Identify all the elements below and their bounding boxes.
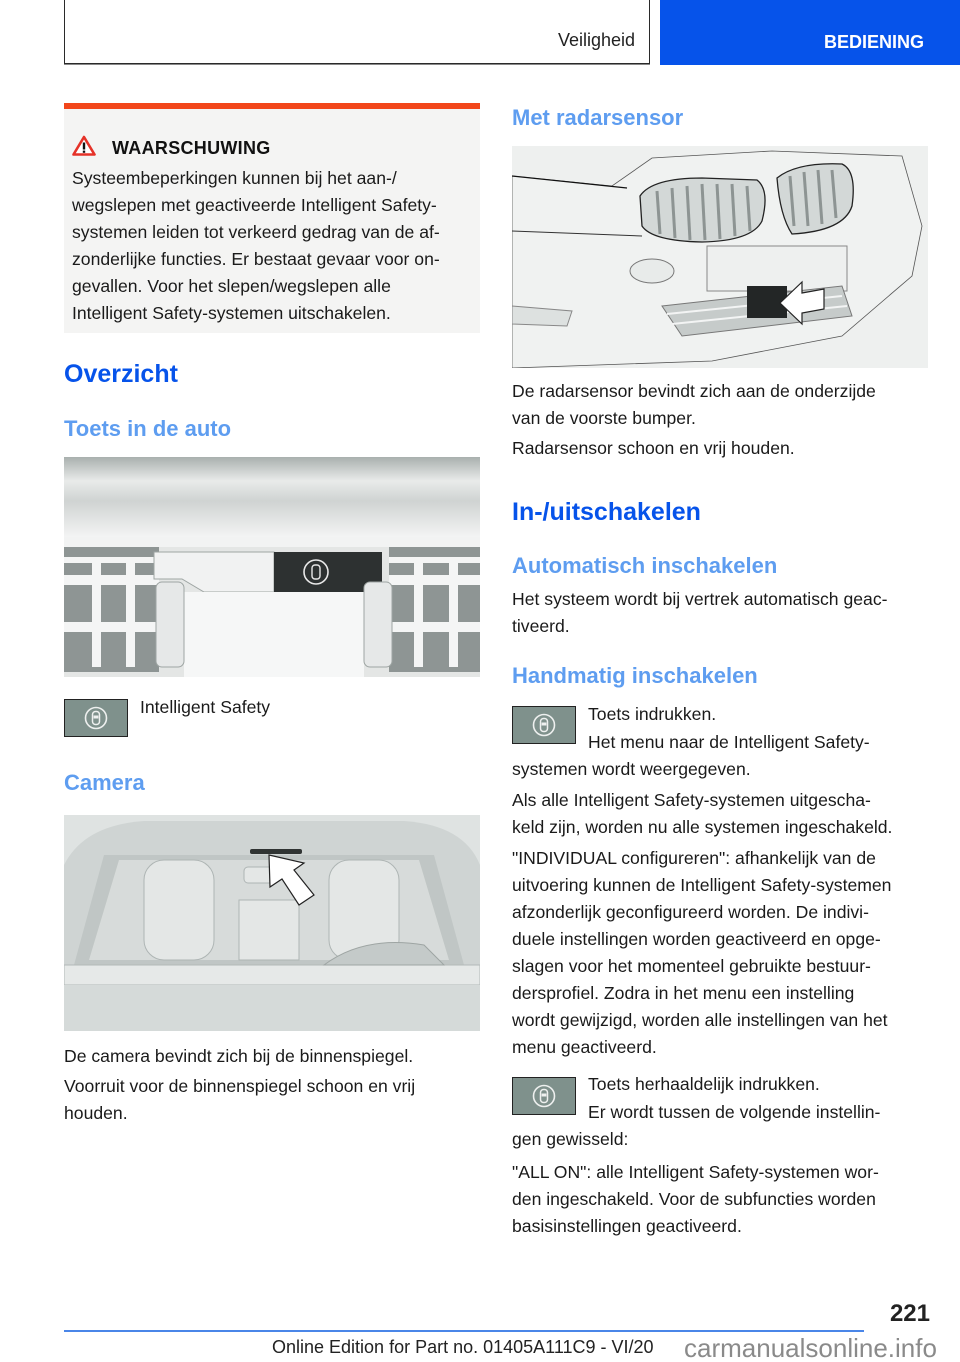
text-line: tiveerd. xyxy=(512,616,570,636)
warning-line: systemen leiden tot verkeerd gedrag van de af- xyxy=(72,222,440,242)
warning-title: WAARSCHUWING xyxy=(112,137,271,158)
text-line: dersprofiel. Zodra in het menu een instelling xyxy=(512,983,855,1003)
auto-activation-text xyxy=(512,586,928,640)
heading-camera: Camera xyxy=(64,770,145,795)
button-caption-text: Intelligent Safety xyxy=(140,697,271,717)
text-line: keld zijn, worden nu alle systemen ingeschakeld. xyxy=(512,817,893,837)
front-bumper-radar-illustration xyxy=(512,146,928,368)
section-title: Veiligheid xyxy=(557,30,635,50)
radar-location-text xyxy=(512,378,928,432)
warning-line: gevallen. Voor het slepen/wegslepen alle xyxy=(72,276,391,296)
text-line: De camera bevindt zich bij de binnenspiegel. xyxy=(64,1046,414,1066)
text-line: wordt gewijzigd, worden alle instellingen van het xyxy=(512,1010,888,1030)
text-line: "ALL ON": alle Intelligent Safety-systemen wor- xyxy=(512,1162,879,1182)
text-line: "INDIVIDUAL configureren": afhankelijk van de xyxy=(512,848,876,868)
camera-location-text xyxy=(64,1043,480,1070)
text-line: houden. xyxy=(64,1103,128,1123)
edition-text: Online Edition for Part no. 01405A111C9 - VI/20 xyxy=(272,1337,654,1357)
warning-text xyxy=(72,165,480,327)
text-line: gen gewisseld: xyxy=(512,1129,629,1149)
text-line: menu geactiveerd. xyxy=(512,1037,657,1057)
camera-clean-text xyxy=(64,1073,480,1127)
heading-toets-in-de-auto: Toets in de auto xyxy=(64,416,232,441)
warning-box xyxy=(64,103,480,333)
manual-step-result xyxy=(512,729,928,783)
text-line: Toets herhaaldelijk indrukken. xyxy=(588,1074,820,1094)
heading-overzicht: Overzicht xyxy=(64,360,178,388)
text-line: Toets indrukken. xyxy=(588,704,717,724)
text-line: Het systeem wordt bij vertrek automatisch geac- xyxy=(512,589,888,609)
text-line: basisinstellingen geactiveerd. xyxy=(512,1216,742,1236)
windshield-camera-illustration xyxy=(64,815,480,1031)
warning-title-row xyxy=(72,135,271,161)
all-on-text xyxy=(512,1159,928,1240)
header-section-tab xyxy=(64,0,650,64)
warning-line: zonderlijke functies. Er bestaat gevaar voor on- xyxy=(72,249,440,269)
page-number: 221 xyxy=(889,1300,930,1327)
text-line: van de voorste bumper. xyxy=(512,408,696,428)
repeat-step-text xyxy=(588,1071,820,1098)
warning-line: Intelligent Safety-systemen uitschakelen. xyxy=(72,303,391,323)
warning-line: wegslepen met geactiveerde Intelligent Safety- xyxy=(72,195,437,215)
dashboard-button-illustration xyxy=(64,457,480,677)
intelligent-safety-button-icon xyxy=(64,699,128,737)
text-line: slagen voor het momenteel gebruikte bestuur- xyxy=(512,956,871,976)
warning-line: Systeembeperkingen kunnen bij het aan-/ xyxy=(72,168,397,188)
radar-clean-text xyxy=(512,435,928,462)
text-line: Voorruit voor de binnenspiegel schoon en vrij xyxy=(64,1076,416,1096)
text-line: systemen wordt weergegeven. xyxy=(512,759,751,779)
all-off-info-text xyxy=(512,787,928,841)
text-line: De radarsensor bevindt zich aan de onderzijde xyxy=(512,381,876,401)
warning-triangle-icon xyxy=(72,135,96,161)
text-line: den ingeschakeld. Voor de subfuncties worden xyxy=(512,1189,876,1209)
individual-config-text xyxy=(512,845,928,1061)
repeat-step-result xyxy=(512,1099,928,1153)
watermark: carmanualsonline.info xyxy=(684,1333,937,1362)
chapter-title: BEDIENING xyxy=(823,32,924,52)
header-chapter-tab xyxy=(660,0,960,65)
heading-automatisch-inschakelen: Automatisch inschakelen xyxy=(512,553,778,578)
heading-handmatig-inschakelen: Handmatig inschakelen xyxy=(512,663,758,688)
footer-divider xyxy=(64,1330,864,1332)
text-line: Radarsensor schoon en vrij houden. xyxy=(512,438,795,458)
text-line: Het menu naar de Intelligent Safety- xyxy=(588,732,870,752)
text-line: uitvoering kunnen de Intelligent Safety-systemen xyxy=(512,875,892,895)
intelligent-safety-icon xyxy=(83,705,109,731)
text-line: duele instellingen worden geactiveerd en opge- xyxy=(512,929,881,949)
text-line: Als alle Intelligent Safety-systemen uitgescha- xyxy=(512,790,871,810)
button-caption xyxy=(140,694,270,721)
manual-step-text xyxy=(588,701,716,728)
text-line: afzonderlijk geconfigureerd worden. De indivi- xyxy=(512,902,869,922)
text-line: Er wordt tussen de volgende instellin- xyxy=(588,1102,881,1122)
heading-in-uitschakelen: In-/uitschakelen xyxy=(512,498,701,526)
heading-met-radarsensor: Met radarsensor xyxy=(512,105,684,130)
